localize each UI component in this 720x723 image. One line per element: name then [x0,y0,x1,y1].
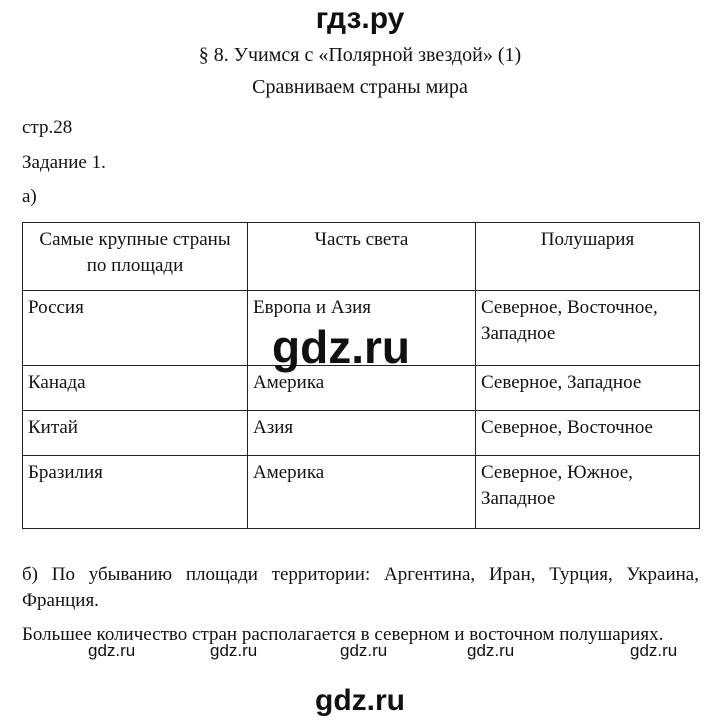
header-cell: Самые крупные страны по площади [23,223,248,291]
table-cell: Россия [23,291,248,366]
site-logo: гдз.ру [315,2,405,35]
watermark: gdz.ru [88,641,136,660]
task-label: Задание 1. [22,152,106,173]
watermark-footer: gdz.ru [315,684,405,717]
countries-table [22,222,700,529]
table-cell: Северное, Восточное [476,411,700,456]
table-cell: Северное, Южное, Западное [476,456,700,529]
page-ref: стр.28 [22,117,73,138]
part-a-label: а) [22,186,37,207]
table-cell: Европа и Азия [248,291,476,366]
subtitle: Сравниваем страны мира [252,76,468,98]
section-title: § 8. Учимся с «Полярной звездой» (1) [198,44,522,66]
watermark: gdz.ru [630,641,678,660]
table-cell: Северное, Восточное, Западное [476,291,700,366]
table-cell: Бразилия [23,456,248,529]
header-cell: Часть света [248,223,476,291]
watermark: gdz.ru [210,641,258,660]
table-cell: Канада [23,366,248,411]
watermark: gdz.ru [467,641,515,660]
table-cell: Америка [248,456,476,529]
table-cell: Китай [23,411,248,456]
table-cell: Азия [248,411,476,456]
watermark-large: gdz.ru [272,321,410,373]
table-cell: Северное, Западное [476,366,700,411]
part-b-text: б) По убыванию площади территории: Аргентина, Иран, Турция, Украина, Франция. [22,564,699,611]
table-cell: Америка [248,366,476,411]
table-header-row [23,223,700,291]
watermark: gdz.ru [340,641,388,660]
table-row [23,411,700,456]
conclusion-text: Большее количество стран располагается в северном и восточном полушариях. [22,624,664,645]
table-row [23,456,700,529]
header-cell: Полушария [476,223,700,291]
